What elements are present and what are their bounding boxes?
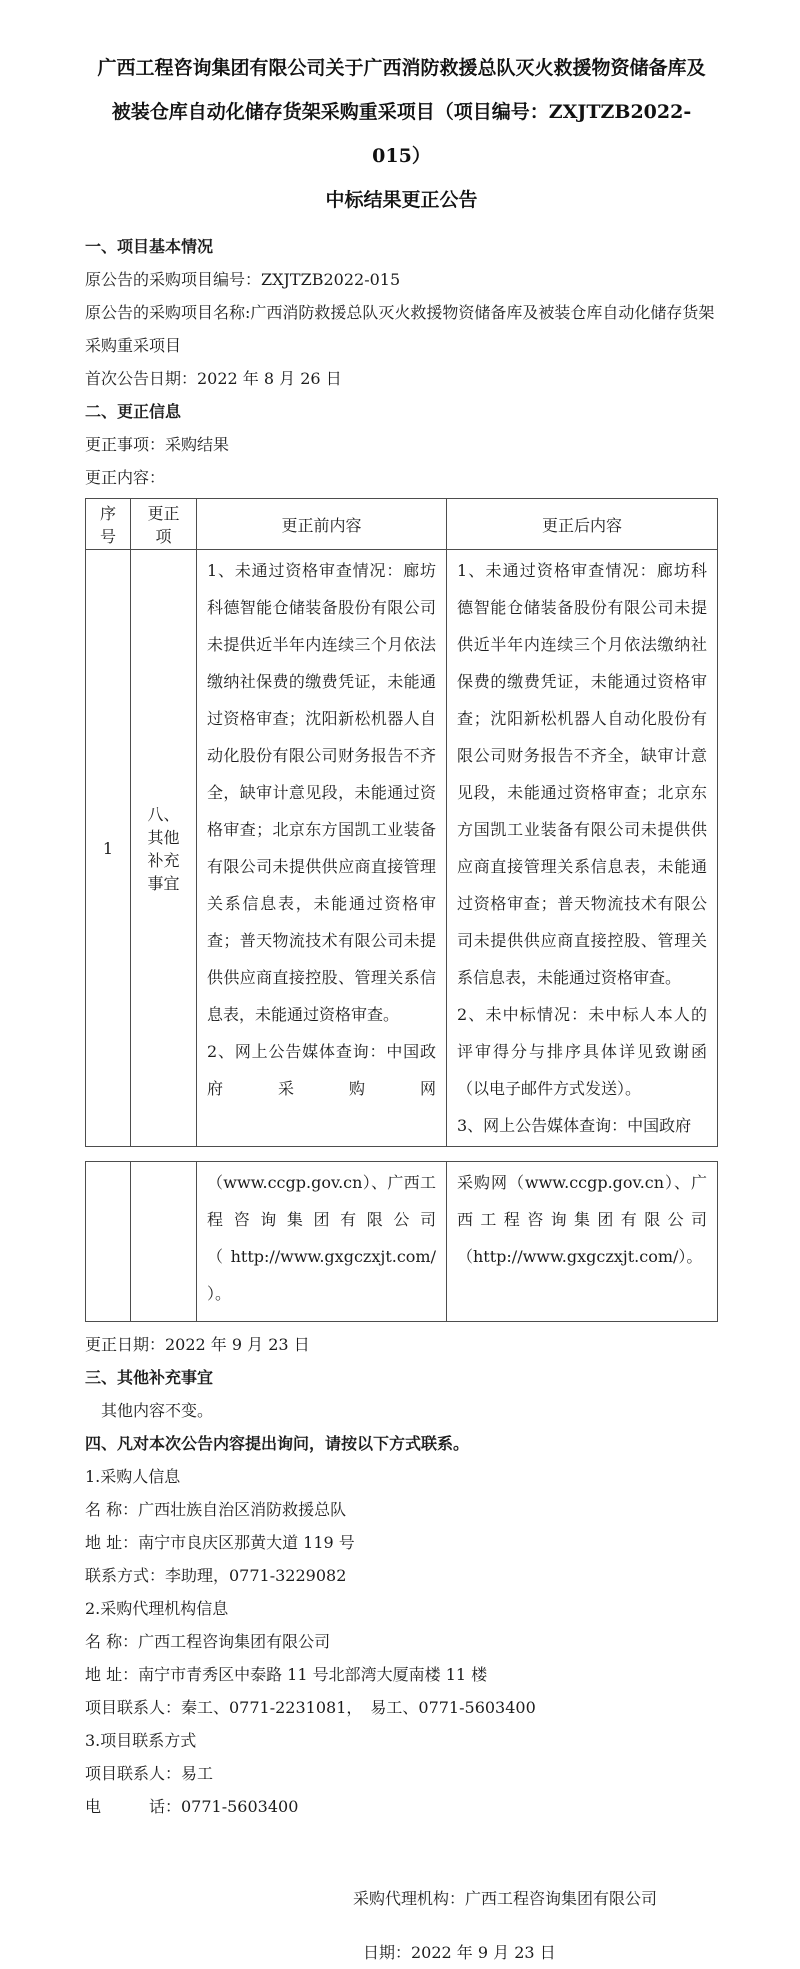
section2-heading: 二、更正信息: [85, 402, 182, 421]
cell-after-content: [447, 550, 718, 1147]
cell-before-content: [197, 550, 447, 1147]
correction-table: [85, 498, 718, 1147]
title-line-1: 广西工程咨询集团有限公司关于广西消防救援总队灭火救援物资储备库及: [97, 57, 706, 79]
signature-agency-line: 采购代理机构：广西工程咨询集团有限公司: [353, 1889, 658, 1908]
cell-seq: 1: [86, 550, 131, 1147]
before-continued-paragraph: （www.ccgp.gov.cn）、广西工程咨询集团有限公司（http://www.gxgczxjt.com/）。: [207, 1173, 436, 1303]
cell-seq-empty: [86, 1162, 131, 1322]
cell-item: 八、其他补充事宜: [131, 550, 197, 1147]
correction-table-row: [86, 550, 718, 1147]
after-continued-paragraph: 采购网（www.ccgp.gov.cn）、广西工程咨询集团有限公司（http://www.gxgczxjt.com/）。: [457, 1173, 707, 1266]
agency-address-line: 地 址：南宁市青秀区中泰路 11 号北部湾大厦南楼 11 楼: [85, 1665, 488, 1684]
after-paragraph-3: 3、网上公告媒体查询：中国政府: [457, 1116, 692, 1135]
agency-info-title: 2.采购代理机构信息: [85, 1599, 229, 1618]
purchaser-info-title: 1.采购人信息: [85, 1467, 181, 1486]
section3-heading: 三、其他补充事宜: [85, 1368, 214, 1387]
after-paragraph-2: 2、未中标情况：未中标人本人的评审得分与排序具体详见致谢函（以电子邮件方式发送）。: [457, 1005, 707, 1098]
original-project-name-line: 原公告的采购项目名称:广西消防救援总队灭火救援物资储备库及被装仓库自动化储存货架采购重采项目: [85, 303, 715, 355]
correction-table-continued: [85, 1161, 718, 1322]
correction-item-line: 更正事项：采购结果: [85, 435, 230, 454]
signature-block: [353, 1883, 718, 1969]
project-contact-title: 3.项目联系方式: [85, 1731, 197, 1750]
before-paragraph-1: 1、未通过资格审查情况：廊坊科德智能仓储装备股份有限公司未提供近半年内连续三个月依法缴纳社保费的缴费凭证，未能通过资格审查；沈阳新松机器人自动化股份有限公司财务报告不齐全，缺审计意见段，未能通过资格审查；北京东方国凯工业装备有限公司未提供供应商直接管理关系信息表，未能通过资格审查；普天物流技术有限公司未提供供应商直接控股、管理关系信息表，未能通过资格审查。: [207, 561, 436, 1024]
title-line-2: 被装仓库自动化储存货架采购重采项目（项目编号：ZXJTZB2022-015）: [111, 101, 692, 167]
first-announcement-date-line: 首次公告日期：2022 年 8 月 26 日: [85, 369, 342, 388]
cell-item-empty: [131, 1162, 197, 1322]
header-before: 更正前内容: [197, 499, 447, 550]
agency-name-line: 名 称：广西工程咨询集团有限公司: [85, 1632, 331, 1651]
original-project-code-line: 原公告的采购项目编号：ZXJTZB2022-015: [85, 270, 401, 289]
project-contact-phone-line: 电 话：0771-5603400: [85, 1797, 299, 1816]
after-paragraph-1: 1、未通过资格审查情况：廊坊科德智能仓储装备股份有限公司未提供近半年内连续三个月依法缴纳社保费的缴费凭证，未能通过资格审查；沈阳新松机器人自动化股份有限公司财务报告不齐全，缺审计意见段，未能通过资格审查；北京东方国凯工业装备有限公司未提供供应商直接管理关系信息表，未能通过资格审查；普天物流技术有限公司未提供供应商直接控股、管理关系信息表，未能通过资格审查。: [457, 561, 707, 987]
before-paragraph-2: 2、网上公告媒体查询：中国政府采购网: [207, 1042, 436, 1098]
cell-after-continued: [447, 1162, 718, 1322]
section1-heading: 一、项目基本情况: [85, 237, 214, 256]
section3-body-line: 其他内容不变。: [101, 1401, 214, 1420]
purchaser-contact-line: 联系方式：李助理，0771-3229082: [85, 1566, 347, 1585]
correction-table-header-row: [86, 499, 718, 550]
purchaser-name-line: 名 称：广西壮族自治区消防救援总队: [85, 1500, 347, 1519]
page-title: [85, 46, 718, 222]
project-contact-person-line: 项目联系人：易工: [85, 1764, 214, 1783]
correction-table-continued-row: [86, 1162, 718, 1322]
title-line-3: 中标结果更正公告: [325, 189, 478, 211]
agency-contact-line: 项目联系人：秦工、0771-2231081， 易工、0771-5603400: [85, 1698, 536, 1717]
section4-heading: 四、凡对本次公告内容提出询问，请按以下方式联系。: [85, 1434, 470, 1453]
header-seq: 序号: [86, 499, 131, 550]
correction-date-line: 更正日期：2022 年 9 月 23 日: [85, 1335, 310, 1354]
correction-content-label: 更正内容：: [85, 468, 166, 487]
signature-date-line: 日期：2022 年 9 月 23 日: [363, 1943, 556, 1962]
cell-before-continued: [197, 1162, 447, 1322]
purchaser-address-line: 地 址：南宁市良庆区那黄大道 119 号: [85, 1533, 355, 1552]
header-after: 更正后内容: [447, 499, 718, 550]
header-item: 更正项: [131, 499, 197, 550]
